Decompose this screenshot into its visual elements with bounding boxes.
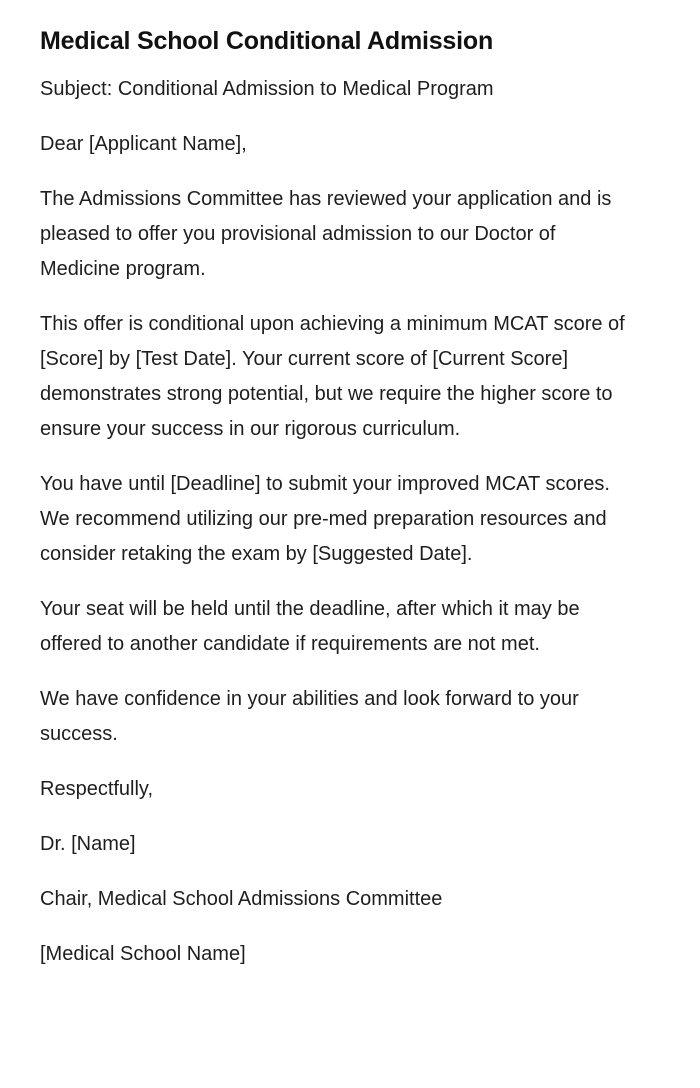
body-paragraph-condition: This offer is conditional upon achieving a minimum MCAT score of [Score] by [Test Date]. Your current score of [Current Score] demonstrates strong potential, but we require the higher score to ensure your success in our rigorous curriculum. xyxy=(40,313,625,440)
signer-name: Dr. [Name] xyxy=(40,833,136,855)
document-title: Medical School Conditional Admission xyxy=(40,27,494,55)
closing: Respectfully, xyxy=(40,778,154,800)
subject-line: Subject: Conditional Admission to Medical Program xyxy=(40,78,494,100)
body-paragraph-intro: The Admissions Committee has reviewed your application and is pleased to offer you provisional admission to our Doctor of Medicine program. xyxy=(40,188,612,280)
signer-title: Chair, Medical School Admissions Committee xyxy=(40,888,443,910)
body-paragraph-seat-hold: Your seat will be held until the deadline, after which it may be offered to another candidate if requirements are not met. xyxy=(40,598,580,655)
salutation: Dear [Applicant Name], xyxy=(40,133,247,155)
institution-name: [Medical School Name] xyxy=(40,943,246,965)
body-paragraph-confidence: We have confidence in your abilities and look forward to your success. xyxy=(40,688,579,745)
body-paragraph-deadline: You have until [Deadline] to submit your improved MCAT scores. We recommend utilizing our pre-med preparation resources and consider retaking the exam by [Suggested Date]. xyxy=(40,473,610,565)
